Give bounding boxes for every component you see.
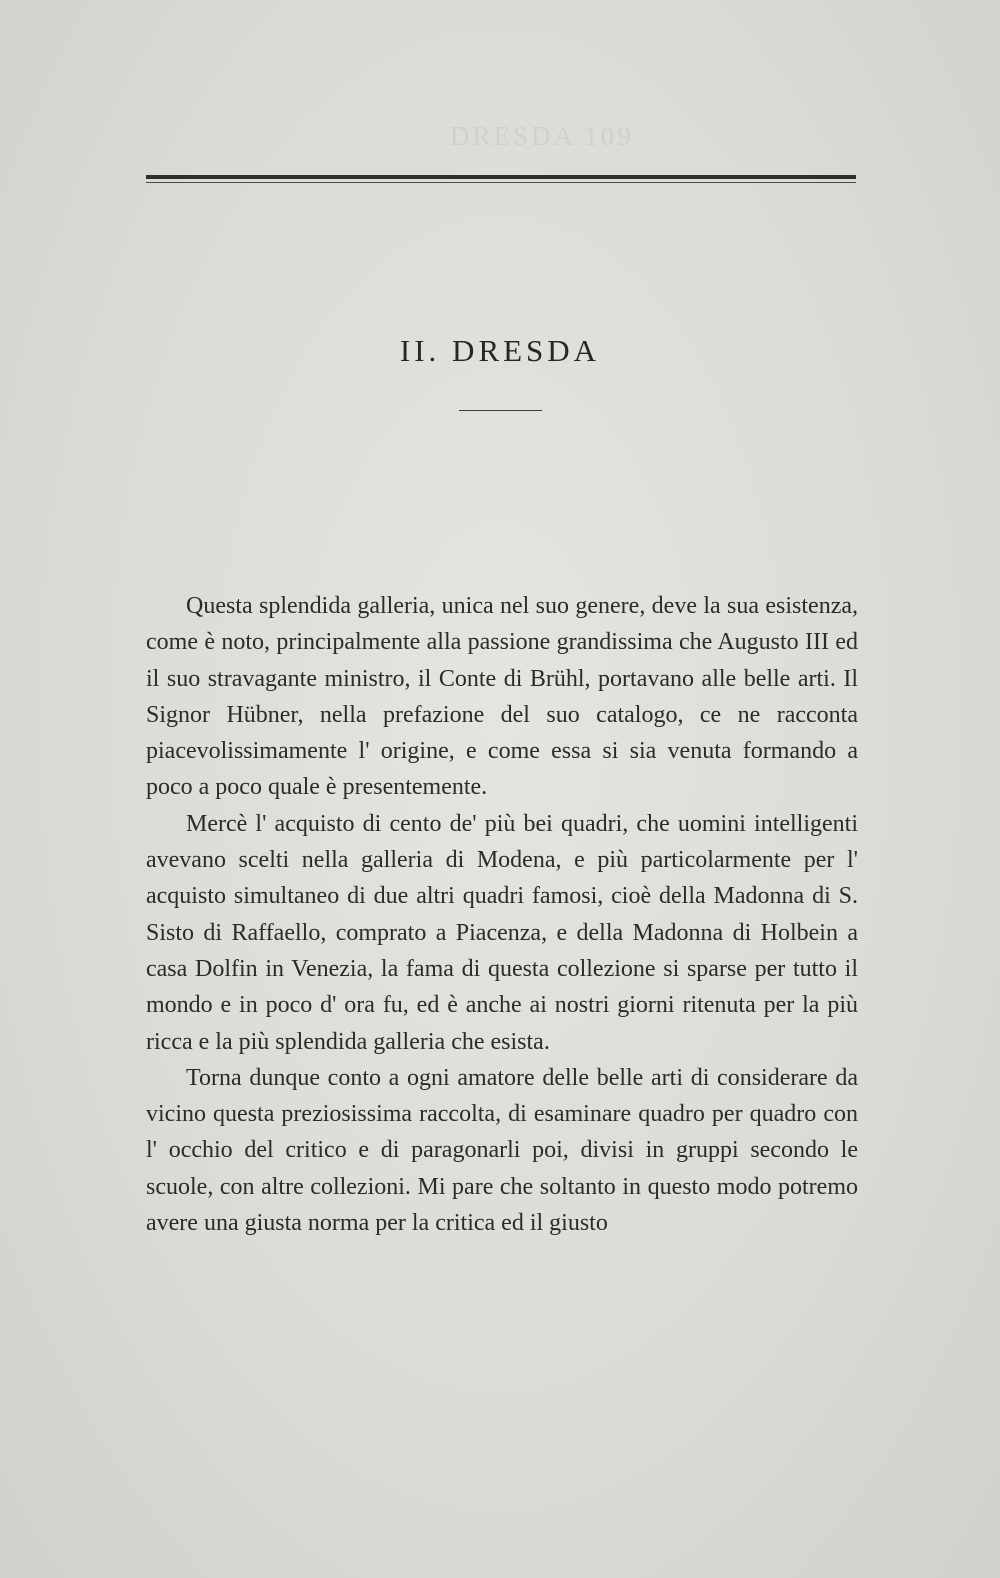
header-rule-thick [146,175,856,179]
chapter-title: II. DRESDA [399,333,601,368]
bleed-through-header: DRESDA 109 [450,121,634,151]
header-rule-thin [146,182,856,183]
paragraph-3: Torna dunque conto a ogni amatore delle belle arti di considerare da vicino questa preziosissima raccolta, di esaminare quadro per quadro con l' occhio del critico e di paragonarli poi, divisi in gruppi secondo le scuole, con altre collezioni. Mi pare che soltanto in questo modo potremo avere una giusta norma per la critica ed il giusto [146,1064,858,1237]
chapter-title-underline [459,410,542,411]
paragraph-1: Questa splendida galleria, unica nel suo genere, deve la sua esistenza, come è noto, principalmente alla passione grandissima che Augusto III ed il suo stravagante ministro, il Conte di Brühl, portavano alle belle arti. Il Signor Hübner, nella prefazione del suo catalogo, ce ne racconta piacevolissimamente l' origine, e come essa si sia venuta formando a poco a poco quale è presentemente. [146,593,858,801]
paragraph-2: Mercè l' acquisto di cento de' più bei quadri, che uomini intelligenti avevano scelti nella galleria di Modena, e più particolarmente per l' acquisto simultaneo di due altri quadri famosi, cioè della Madonna di S. Sisto di Raffaello, comprato a Piacenza, e della Madonna di Holbein a casa Dolfin in Venezia, la fama di questa collezione si sparse per tutto il mondo e in poco d' ora fu, ed è anche ai nostri giorni ritenuta per la più ricca e la più splendida galleria che esista. [146,810,858,1055]
body-text [146,588,858,1241]
